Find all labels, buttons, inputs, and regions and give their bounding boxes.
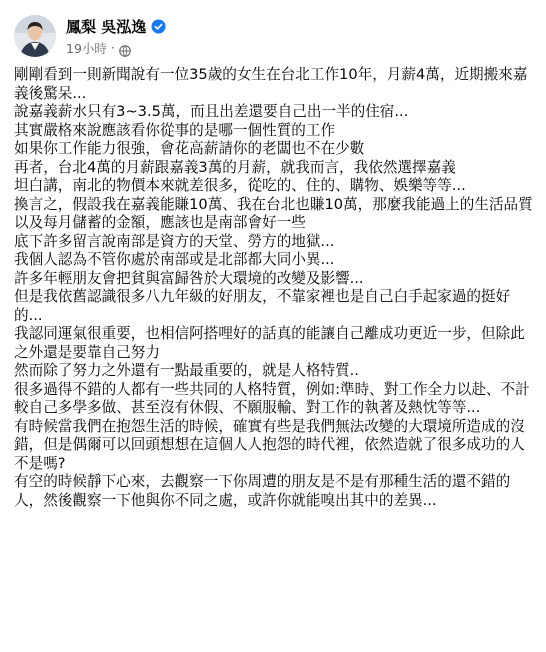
post-paragraph: 有空的時候靜下心來，去觀察一下你周遭的朋友是不是有那種生活的還不錯的人，然後觀察一下他與你不同之處，或許你就能嗅出其中的差異... xyxy=(14,473,511,509)
post-paragraph: 說嘉義薪水只有3~3.5萬，而且出差還要自己出一半的住宿... xyxy=(14,103,409,120)
post-paragraph: 如果你工作能力很強，會花高薪請你的老闆也不在少數 xyxy=(14,140,365,157)
post-paragraph: 再者，台北4萬的月薪跟嘉義3萬的月薪，就我而言，我依然選擇嘉義 xyxy=(14,158,456,176)
post-paragraph: 我認同運氣很重要，也相信阿搭哩好的話真的能讓自己離成功更近一步，但除此之外還是要靠自己努力 xyxy=(14,325,525,361)
post-paragraph: 坦白講，南北的物價本來就差很多，從吃的、住的、購物、娛樂等等... xyxy=(14,177,466,194)
globe-icon[interactable] xyxy=(119,42,131,54)
post-header xyxy=(14,14,166,58)
post-body xyxy=(14,66,536,510)
post-meta xyxy=(66,16,166,57)
author-avatar[interactable] xyxy=(14,15,56,57)
author-name[interactable]: 鳳梨 吳泓逸 xyxy=(66,18,147,36)
post-paragraph: 剛剛看到一則新聞說有一位35歲的女生在台北工作10年，月薪4萬，近期搬來嘉義後驚呆... xyxy=(14,66,528,102)
post-paragraph: 換言之，假設我在嘉義能賺10萬、我在台北也賺10萬，那麼我能過上的生活品質以及每月儲蓄的金額，應該也是南部會好一些 xyxy=(14,195,533,231)
post-timestamp[interactable]: 19小時 xyxy=(66,40,107,56)
avatar-photo-icon xyxy=(14,15,56,57)
post-paragraph: 但是我依舊認識很多八九年級的好朋友，不靠家裡也是自己白手起家過的挺好的... xyxy=(14,288,511,324)
post-paragraph: 有時候當我們在抱怨生活的時候，確實有些是我們無法改變的大環境所造成的沒錯，但是偶爾可以回頭想想在這個人人抱怨的時代裡，依然造就了很多成功的人不是嗎? xyxy=(14,417,525,472)
post-paragraph: 很多過得不錯的人都有一些共同的人格特質，例如:準時、對工作全力以赴、不計較自己多學多做、甚至沒有休假、不願服輸、對工作的執著及熱忱等等... xyxy=(14,380,530,416)
post-paragraph: 許多年輕朋友會把貧與富歸咎於大環境的改變及影響... xyxy=(14,269,364,287)
verified-badge-icon xyxy=(151,19,166,34)
post-subinfo xyxy=(66,39,166,57)
post-paragraph: 然而除了努力之外還有一點最重要的，就是人格特質.. xyxy=(14,362,359,379)
meta-separator: · xyxy=(110,40,115,55)
post-paragraph: 底下許多留言說南部是資方的天堂、勞方的地獄... xyxy=(14,232,335,250)
post-paragraph: 其實嚴格來說應該看你從事的是哪一個性質的工作 xyxy=(14,121,336,139)
post-paragraph: 我個人認為不管你處於南部或是北部都大同小異... xyxy=(14,251,335,268)
author-row xyxy=(66,16,166,38)
